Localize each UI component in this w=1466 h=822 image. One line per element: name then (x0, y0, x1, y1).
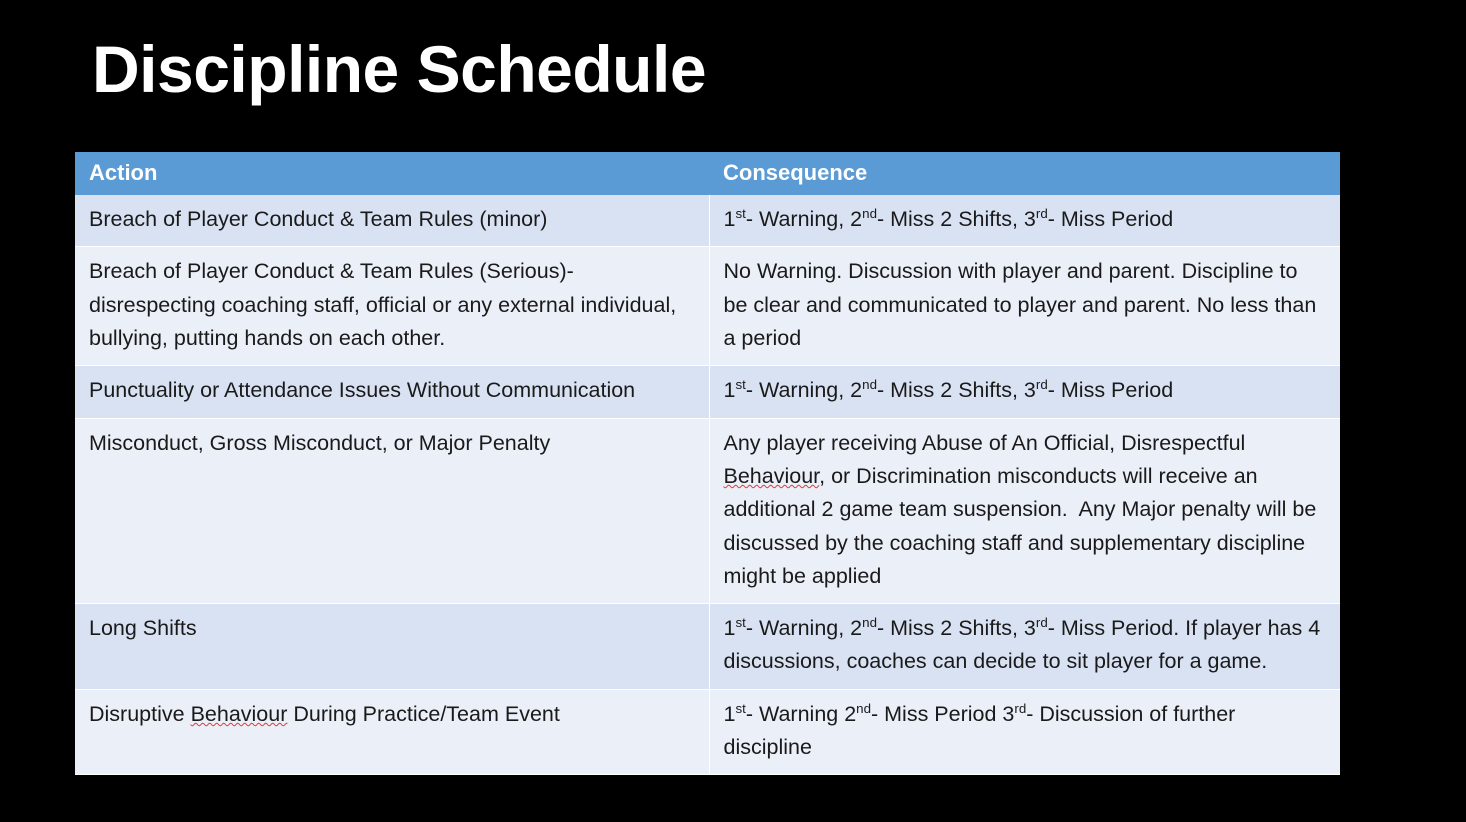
cell-action (75, 604, 709, 690)
table-header-row (75, 152, 1340, 195)
cell-action (75, 418, 709, 604)
table-row (75, 689, 1340, 775)
cell-consequence: 1st- Warning, 2nd- Miss 2 Shifts, 3rd- Miss Period (709, 366, 1340, 418)
action-text: Long Shifts (89, 616, 197, 641)
action-text: Punctuality or Attendance Issues Without Communication (89, 378, 636, 403)
cell-action (75, 195, 709, 247)
action-text: Breach of Player Conduct & Team Rules (minor) (89, 207, 548, 231)
page-title: Discipline Schedule (92, 32, 707, 106)
action-text: Misconduct, Gross Misconduct, or Major Penalty (89, 430, 551, 455)
table-row (75, 247, 1340, 366)
cell-consequence: 1st- Warning, 2nd- Miss 2 Shifts, 3rd- Miss Period (709, 195, 1340, 247)
action-text: Breach of Player Conduct & Team Rules (Serious)- disrespecting coaching staff, official or any external individual, bullying, putting hands on each other. (89, 259, 677, 350)
cell-action (75, 366, 709, 418)
spellcheck-word: Behaviour (190, 701, 288, 726)
discipline-table-wrapper (75, 152, 1340, 775)
spellcheck-word: Behaviour (723, 463, 820, 488)
discipline-table (75, 152, 1340, 775)
cell-consequence: 1st- Warning 2nd- Miss Period 3rd- Discussion of further discipline (709, 689, 1340, 775)
table-row (75, 195, 1340, 247)
cell-consequence: Any player receiving Abuse of An Official, Disrespectful Behaviour, or Discrimination misconducts will receive an additional 2 game team suspension. Any Major penalty will be discussed by the coaching staff and supplementary discipline might be applied (709, 418, 1340, 604)
column-header-action: Action (75, 152, 709, 195)
table-row (75, 418, 1340, 604)
table-body (75, 195, 1340, 775)
consequence-text: No Warning. Discussion with player and parent. Discipline to be clear and communicated to player and parent. No less than a period (723, 259, 1317, 350)
table-row (75, 366, 1340, 418)
cell-consequence (709, 247, 1340, 366)
cell-consequence: 1st- Warning, 2nd- Miss 2 Shifts, 3rd- Miss Period. If player has 4 discussions, coaches can decide to sit player for a game. (709, 604, 1340, 690)
column-header-consequence: Consequence (709, 152, 1340, 195)
cell-action (75, 247, 709, 366)
table-row (75, 604, 1340, 690)
cell-action: Disruptive Behaviour During Practice/Team Event (75, 689, 709, 775)
